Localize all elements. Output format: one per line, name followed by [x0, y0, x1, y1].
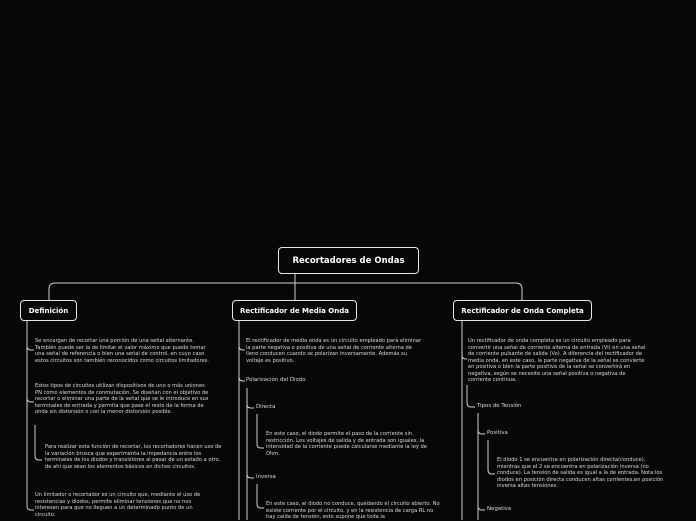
connector-completa-intro: [462, 355, 467, 359]
directa-text[interactable]: En este caso, el diodo permite el paso de la corriente sin restricción. Los voltajes de salida y de entrada son iguales, la intensidad de la corriente puede calcularse mediante la ley de Ohm.: [266, 431, 427, 457]
connector-def-3: [35, 425, 42, 460]
connector-negativa: [478, 506, 485, 510]
connector-branch-bus: [49, 283, 522, 300]
polarizacion-label[interactable]: Polarización del Diodo: [246, 377, 306, 383]
connector-def-2: [27, 398, 34, 402]
connector-media-sub: [239, 377, 245, 381]
definicion-text-1[interactable]: Se encargan de recortar una porción de una señal alternante. También puede ser la de limitar el valor máximo que puede tomar una señal de referencia o bien una señal de control, en cuyo caso estos circuitos son también reconocidos como circuitos limitadores.: [35, 338, 210, 364]
inversa-label[interactable]: Inversa: [256, 474, 276, 480]
inversa-text[interactable]: En este caso, el diodo no conduce, quedando el circuito abierto. No existe corriente por el circuito, y en la resistencia de carga RL no hay caída de tensión, esto supone que toda la: [266, 501, 440, 521]
onda-completa-intro-text[interactable]: Un rectificador de onda completa es un circuito empleado para convertir una señal de corriente alterna de entrada (Vi) en una señal de corriente pulsante de salida (Vo). A diferencia del rectificador de media onda, en este caso, la parte negativa de la señal se convierte en positiva o bien la parte positiva de la señal se convertirá en negativa, según se necesite una señal positiva o negativa de corriente continua.: [468, 338, 646, 384]
connector-positiva: [478, 430, 485, 434]
definicion-text-4[interactable]: Un limitador o recortador es un circuito que, mediante el uso de resistencias y diodos, permite eliminar tensiones que no nos interesen para que no lleguen a un determinado punto de un circuito.: [35, 492, 201, 518]
branch-rectificador-media-onda[interactable]: Rectificador de Media Onda: [232, 300, 357, 321]
connector-directa-text: [257, 414, 264, 448]
connector-tipos: [467, 385, 475, 407]
definicion-text-3[interactable]: Para realizar esta función de recortar, los recortadores hacen uso de la variación brusca que experimenta la impedancia entre los terminales de los diodos y transistores al pasar de un estado a otro, de ahí que sean los elementos básicos en dichos circuitos.: [45, 444, 222, 470]
connector-directa: [247, 404, 254, 408]
media-onda-intro-text[interactable]: El rectificador de media onda es un circuito empleado para eliminar la parte negativa o positiva de una señal de corriente alterna de lleno conducen cuando se polarizan inversamente. Además su voltaje es positivo.: [246, 338, 421, 364]
connector-inversa: [247, 474, 254, 478]
branch-rectificador-onda-completa[interactable]: Rectificador de Onda Completa: [453, 300, 592, 321]
definicion-text-2[interactable]: Estos tipos de circuitos utilizan dispositivos de uno o más uniones PN como elementos de conmutación. Se diseñan con el objetivo de recortar o eliminar una parte de la señal que se le introduce en sus terminales de entrada y permita que pase el resto de la forma de onda sin distorsión o con la menor distorsión posible.: [35, 383, 209, 416]
connector-positiva-text: [488, 440, 495, 474]
root-topic[interactable]: Recortadores de Ondas: [278, 247, 419, 274]
negativa-label[interactable]: Negativa: [487, 506, 512, 512]
connector-inversa-text: [257, 484, 264, 508]
branch-definicion[interactable]: Definición: [20, 300, 77, 321]
directa-label[interactable]: Directa: [256, 404, 276, 410]
tipos-tension-label[interactable]: Tipos de Tensión: [477, 403, 522, 409]
positiva-text[interactable]: El diodo 1 se encuentra en polarización directa(conduce), mientras que el 2 se encuentra en polarización inversa (no conduce). La tensión de salida es igual a la de entrada. Nota:los diodos en posición directa conducen altas corrientes,en posición inversa altas tensiones.: [497, 457, 664, 490]
connector-media-intro: [239, 346, 245, 350]
positiva-label[interactable]: Positiva: [487, 430, 508, 436]
connector-def-1: [27, 346, 34, 350]
